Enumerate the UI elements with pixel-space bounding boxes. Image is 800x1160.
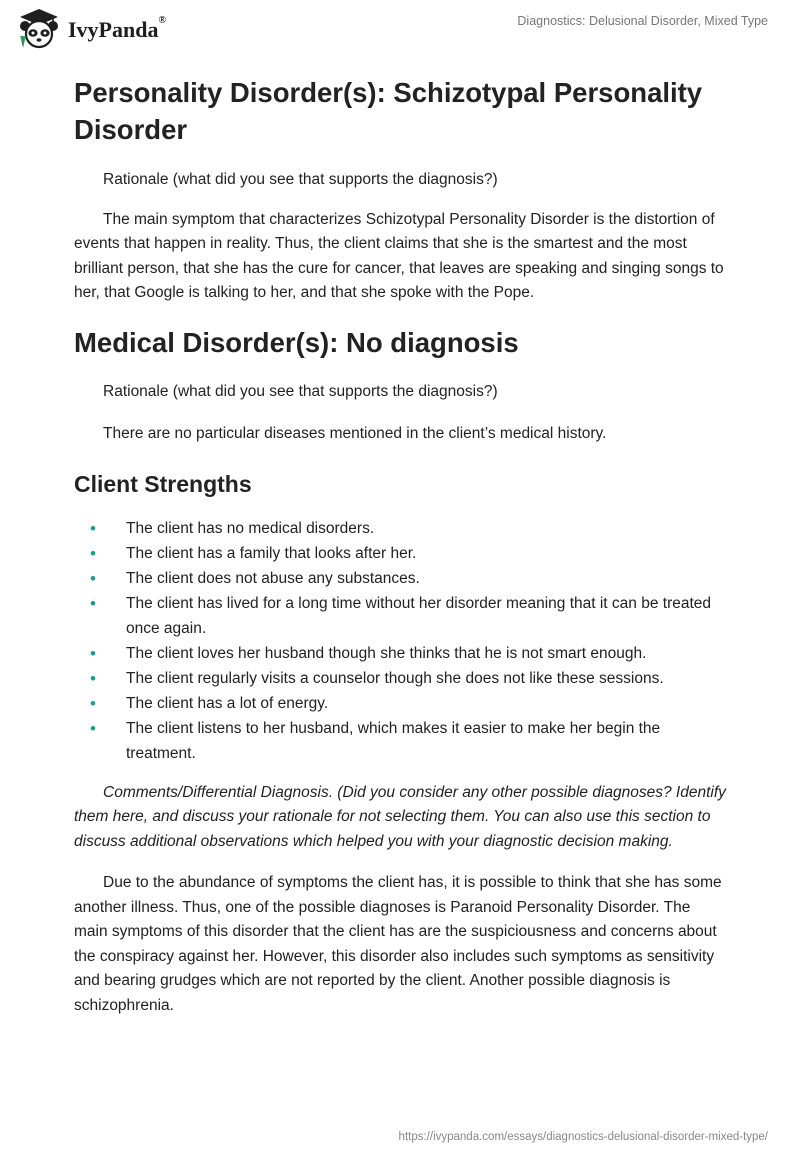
list-item: • The client has a family that looks after her. (74, 541, 726, 566)
list-item: • The client has lived for a long time without her disorder meaning that it can be treated once again. (74, 591, 726, 641)
rationale-label: Rationale (what did you see that supports the diagnosis?) (103, 171, 498, 188)
list-item: • The client has no medical disorders. (74, 516, 726, 541)
bullet-icon: • (90, 543, 96, 563)
bullet-icon: • (90, 718, 96, 738)
bullet-icon: • (90, 518, 96, 538)
strengths-list (74, 516, 726, 766)
bullet-icon: • (90, 643, 96, 663)
paragraph-differential-body: Due to the abundance of symptoms the client has, it is possible to think that she has some another illness. Thus, one of the possible diagnoses is Paranoid Personality Disorder. The main symptoms of this disorder that the client has are the suspiciousness and concerns about the conspiracy against her. However, this disorder also includes such symptoms as sensitivity and bearing grudges which are not reported by the client. Another possible diagnosis is schizophrenia. (74, 874, 722, 1014)
bullet-icon: • (90, 568, 96, 588)
paragraph-personality-body: The main symptom that characterizes Schizotypal Personality Disorder is the distortion of events that happen in reality. Thus, the client claims that she is the smartest and the most brilliant person, that she has the cure for cancer, that leaves are speaking and singing songs to her, that Google is talking to her, and that she spoke with the Pope. (74, 210, 724, 301)
differential-diagnosis-prompt: Comments/Differential Diagnosis. (Did you consider any other possible diagnoses? Identify them here, and discuss your rationale for not selecting them. You can also use this section to discuss additional observations which helped you with your diagnostic decision making. (74, 783, 726, 850)
bullet-icon: • (90, 693, 96, 713)
panda-graduate-icon (14, 8, 64, 50)
page-header (0, 0, 800, 64)
list-item: • The client does not abuse any substances. (74, 566, 726, 591)
document-title: Diagnostics: Delusional Disorder, Mixed Type (517, 14, 768, 28)
list-item: • The client has a lot of energy. (74, 691, 726, 716)
essay-content (74, 70, 726, 1018)
heading-personality-disorder: Personality Disorder(s): Schizotypal Personality Disorder (74, 77, 703, 145)
brand-logo[interactable] (14, 8, 166, 50)
heading-client-strengths: Client Strengths (74, 470, 252, 497)
heading-medical-disorder: Medical Disorder(s): No diagnosis (74, 326, 519, 358)
bullet-icon: • (90, 593, 96, 613)
paragraph-medical-body: There are no particular diseases mentioned in the client’s medical history. (103, 425, 607, 442)
list-item: • The client regularly visits a counselor though she does not like these sessions. (74, 666, 726, 691)
source-url[interactable]: https://ivypanda.com/essays/diagnostics-delusional-disorder-mixed-type/ (398, 1131, 768, 1143)
list-item: • The client listens to her husband, which makes it easier to make her begin the treatment. (74, 716, 726, 766)
brand-name: IvyPanda® (68, 15, 166, 42)
rationale-label: Rationale (what did you see that supports the diagnosis?) (103, 382, 498, 400)
bullet-icon: • (90, 668, 96, 688)
list-item: • The client loves her husband though she thinks that he is not smart enough. (74, 641, 726, 666)
